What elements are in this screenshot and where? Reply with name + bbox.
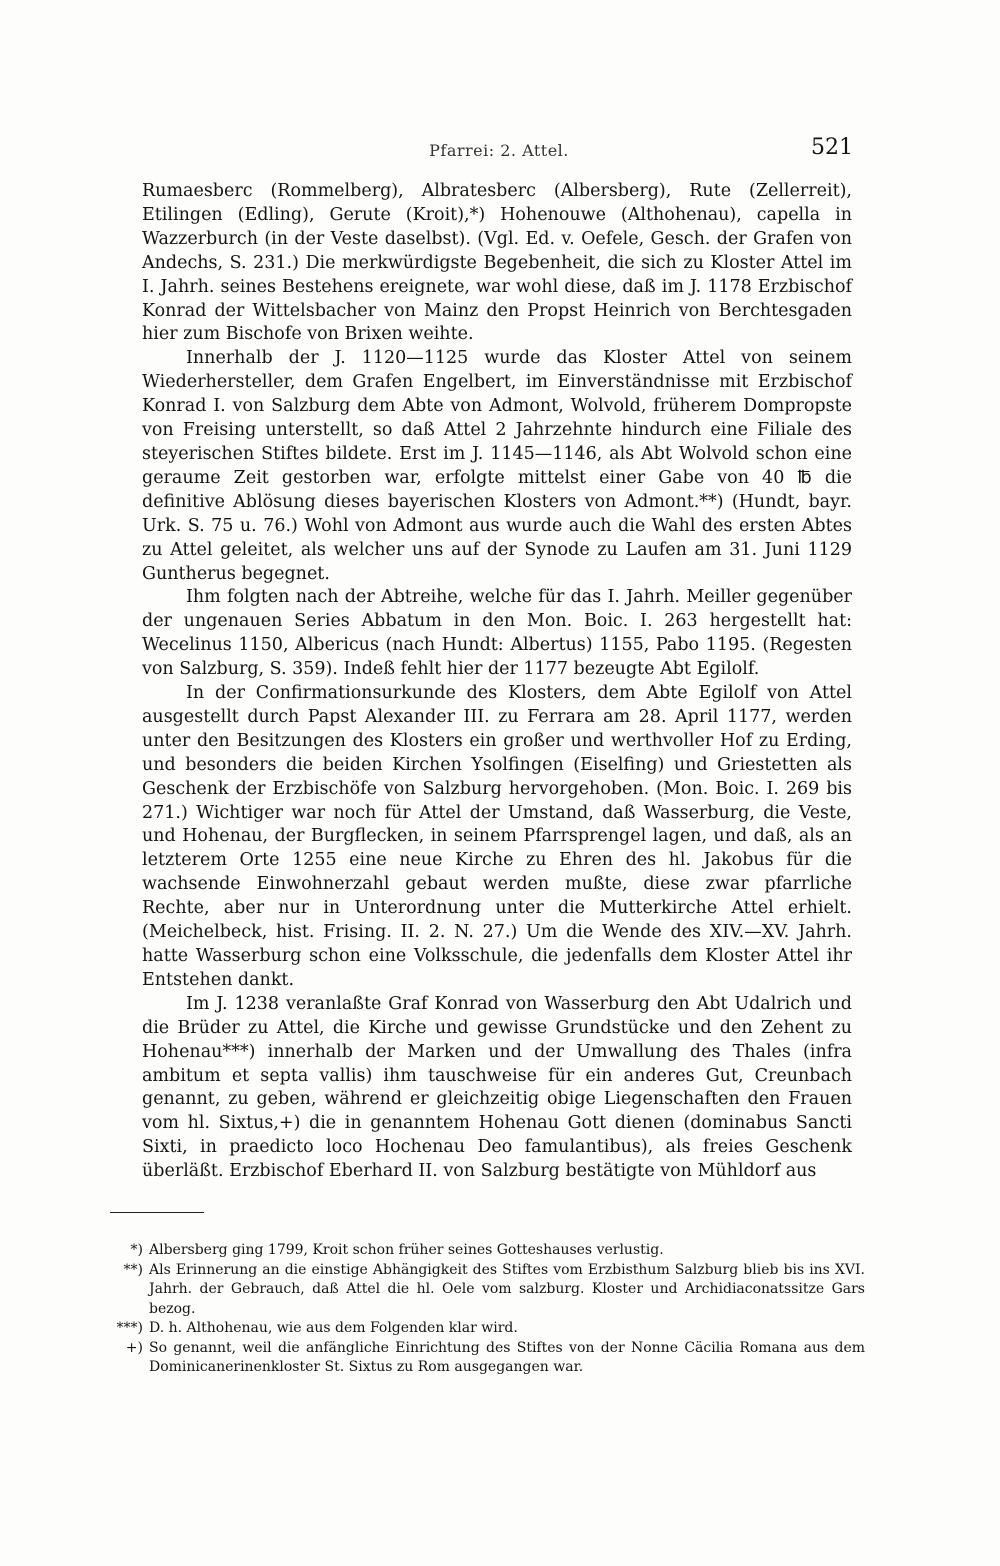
paragraph: Im J. 1238 veranlaßte Graf Konrad von Wasserburg den Abt Udalrich und die Brüder zu Attel, die Kirche und gewisse Grundstücke und den Zehent zu Hohenau***) innerhalb der Marken und der Umwallung des Thales (infra ambitum et septa vallis) ihm tauschweise für ein anderes Gut, Creunbach genannt, zu geben, während er gleichzeitig obige Liegenschaften den Frauen vom hl. Sixtus,+) die in genanntem Hohenau Gott dienen (dominabus Sancti Sixti, in praedicto loco Hochenau Deo famulantibus), als freies Geschenk überläßt. Erzbischof Eberhard II. von Salzburg bestätigte von Mühldorf aus [142,993,852,1182]
paragraph: Innerhalb der J. 1120—1125 wurde das Kloster Attel von seinem Wiederhersteller, dem Grafen Engelbert, im Einverständnisse mit Erzbischof Konrad I. von Salzburg dem Abte von Admont, Wolvold, früherem Dompropste von Freising unterstellt, so daß Attel 2 Jahrzehnte hindurch eine Filiale des steyerischen Stiftes bildete. Erst im J. 1145—1146, als Abt Wolvold schon eine geraume Zeit gestorben war, erfolgte mittelst einer Gabe von 40 ℔ die definitive Ablösung dieses bayerischen Klosters von Admont.**) (Hundt, bayr. Urk. S. 75 u. 76.) Wohl von Admont aus wurde auch die Wahl des ersten Abtes zu Attel geleitet, als welcher uns auf der Synode zu Laufen am 31. Juni 1129 Guntherus begegnet. [142,348,852,584]
footnote [113,1319,865,1339]
footnote-mark: ***) [116,1320,143,1336]
footnote [113,1241,865,1261]
footnote-divider [110,1212,204,1213]
paragraph: In der Confirmationsurkunde des Klosters, dem Abte Egilolf von Attel ausgestellt durch Papst Alexander III. zu Ferrara am 28. April 1177, werden unter den Besitzungen des Klosters ein großer und werthvoller Hof zu Erding, und besonders die beiden Kirchen Ysolfingen (Eiselfing) und Griestetten als Geschenk der Erzbischöfe von Salzburg hervorgehoben. (Mon. Boic. I. 269 bis 271.) Wichtiger war noch für Attel der Umstand, daß Wasserburg, die Veste, und Hohenau, der Burgflecken, in seinem Pfarrsprengel lagen, und daß, als an letzterem Orte 1255 eine neue Kirche zu Ehren des hl. Jakobus für die wachsende Einwohnerzahl gebaut werden mußte, diese zwar pfarrliche Rechte, aber nur in Unterordnung unter die Mutterkirche Attel erhielt. (Meichelbeck, hist. Frising. II. 2. N. 27.) Um die Wende des XIV.—XV. Jahrh. hatte Wasserburg schon eine Volksschule, die jedenfalls dem Kloster Attel ihr Entstehen dankt. [142,683,852,990]
footnote [113,1339,865,1378]
footnote [113,1261,865,1320]
footnote-text: So genannt, weil die anfängliche Einrichtung des Stiftes von der Nonne Cäcilia Romana aus dem Dominicanerinenkloster St. Sixtus zu Rom ausgegangen war. [149,1339,865,1375]
running-head: Pfarrei: 2. Attel. [429,141,569,160]
footnote-text: Als Erinnerung an die einstige Abhängigkeit des Stiftes vom Erzbisthum Salzburg blieb bis ins XVI. Jahrh. der Gebrauch, daß Attel die hl. Oele vom salzburg. Kloster und Archidiaconatssitze Gars bezog. [149,1261,865,1317]
footnote-mark: **) [123,1261,143,1278]
paragraph: Rumaesberc (Rommelberg), Albratesberc (Albersberg), Rute (Zellerreit), Etilingen (Edling), Gerute (Kroit),*) Hohenouwe (Althohenau), capella in Wazzerburch (in der Veste daselbst). (Vgl. Ed. v. Oefele, Gesch. der Grafen von Andechs, S. 231.) Die merkwürdigste Begebenheit, die sich zu Kloster Attel im I. Jahrh. seines Bestehens ereignete, war wohl diese, daß im J. 1178 Erzbischof Konrad der Wittelsbacher von Mainz den Propst Heinrich von Berchtesgaden hier zum Bischofe von Brixen weihte. [142,181,852,345]
body-text [142,180,852,1184]
footnotes [113,1241,865,1378]
page-header [145,135,853,171]
paragraph: Ihm folgten nach der Abtreihe, welche für das I. Jahrh. Meiller gegenüber der ungenauen Series Abbatum in den Mon. Boic. I. 263 hergestellt hat: Wecelinus 1150, Albericus (nach Hundt: Albertus) 1155, Pabo 1195. (Regesten von Salzburg, S. 359). Indeß fehlt hier der 1177 bezeugte Abt Egilolf. [142,587,852,680]
footnote-mark: *) [130,1242,143,1258]
footnote-mark: +) [125,1339,143,1356]
footnote-text: Albersberg ging 1799, Kroit schon früher seines Gotteshauses verlustig. [149,1242,664,1258]
page-number: 521 [811,135,853,160]
footnote-text: D. h. Althohenau, wie aus dem Folgenden klar wird. [149,1320,518,1336]
